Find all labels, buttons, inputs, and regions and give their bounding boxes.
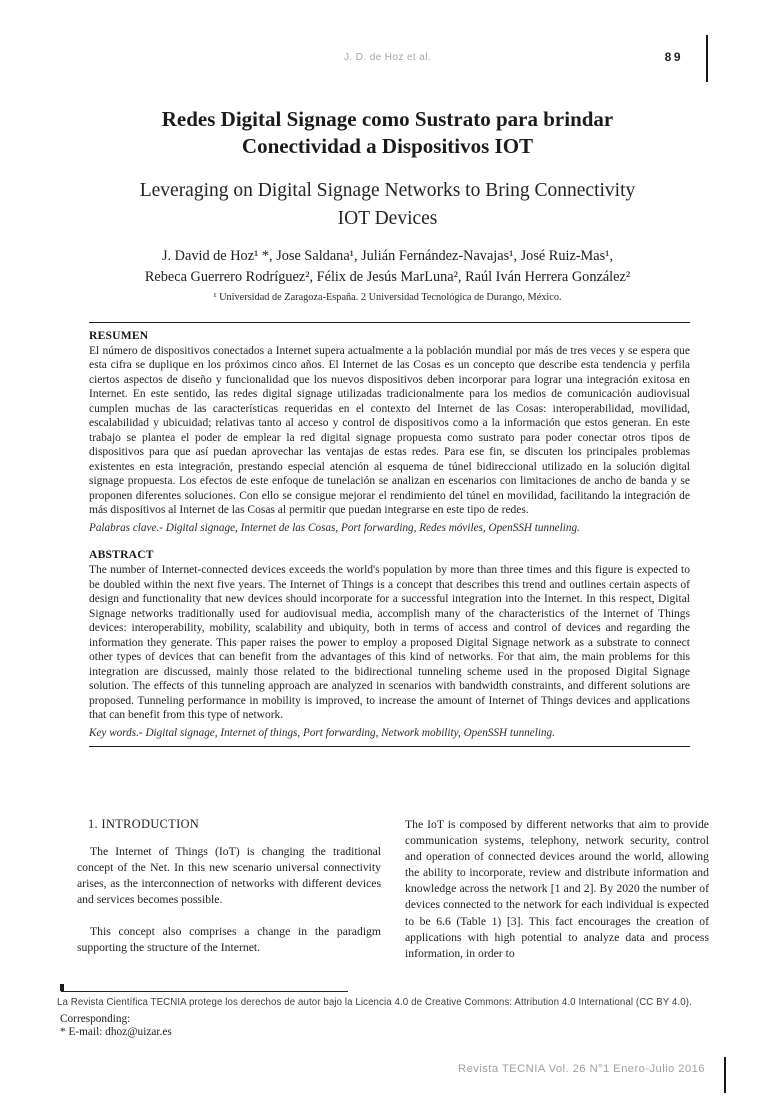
body-columns [77, 817, 709, 962]
intro-paragraph-2: This concept also comprises a change in the paradigm supporting the structure of the Internet. [77, 925, 381, 955]
corresponding-label: Corresponding: [60, 1013, 131, 1025]
resumen-keywords: Palabras clave.- Digital signage, Internet de las Cosas, Port forwarding, Redes móviles, OpenSSH tunneling. [89, 522, 580, 535]
title-spanish-line2: Conectividad a Dispositivos IOT [241, 133, 534, 158]
journal-footer: Revista TECNIA Vol. 26 N°1 Enero-Julio 2016 [458, 1063, 705, 1075]
footnote-rule [61, 991, 348, 992]
corresponding-email: * E-mail: dhoz@uizar.es [60, 1026, 172, 1038]
abstract-keywords: Key words.- Digital signage, Internet of things, Port forwarding, Network mobility, OpenSSH tunneling. [89, 727, 555, 740]
header-vertical-rule [706, 35, 708, 82]
authors-line2: Rebeca Guerrero Rodríguez², Félix de Jesús MarLuna², Raúl Iván Herrera González² [144, 268, 631, 285]
authors-line1: J. David de Hoz¹ *, Jose Saldana¹, Julián Fernández-Navajas¹, José Ruiz-Mas¹, [161, 248, 614, 264]
title-spanish [40, 106, 735, 159]
author-list [30, 246, 745, 287]
footnote-marker [60, 984, 64, 991]
section-heading-introduction: 1. INTRODUCTION [88, 817, 200, 831]
title-english-line1: Leveraging on Digital Signage Networks to Bring Connectivity [139, 180, 636, 201]
footer-vertical-rule [724, 1057, 726, 1093]
resumen-body: El número de dispositivos conectados a Internet supera actualmente a la población mundial por más de tres veces y se espera que esta cifra se duplique en los próximos cinco años. El Internet de las Cosas es un concepto que describe esta tendencia y perfila ciertos aspectos de diseño y funcionalidad que los nuevos dispositivos deben incorporar para lograr una integración exitosa en Internet. En este sentido, las redes digital signage utilizadas tradicionalmente para los medios de comunicación audiovisual cumplen muchas de las características requeridas en el contexto del Internet de las Cosas: interoperabilidad, movilidad, escalabilidad y ubicuidad; relativas tanto al acceso y control de dispositivos como a la información que estos generan. En este trabajo se plantea el poder de emplear la red digital signage propuesta como sustrato para poder conectar otros tipos de dispositivos para que así puedan aprovechar las ventajas de estas redes. Para ese fin, se discuten los principales problemas existentes en esta integración, prestando especial atención al esquema de túnel bidireccional utilizado en la solución digital signage propuesta. Los efectos de este enfoque de tunelación se analizan en escenarios con limitaciones de ancho de banda y se proponen diferentes soluciones. Con ello se consigue mejorar el rendimiento del túnel en movilidad, facilitando la integración de más dispositivos al Internet de las Cosas al permitir que puedan integrarse en este tipo de redes. [89, 345, 690, 516]
right-column [405, 817, 709, 962]
abstract-body: The number of Internet-connected devices exceeds the world's population by more than three times and this figure is expected to be doubled within the next five years. The Internet of Things is a concept that describes this trend and outlines certain aspects of design and functionality that new devices should incorporate for a successful integration into the Internet. In this respect, Digital Signage networks traditionally used for audiovisual media, accomplish many of the characteristics of the Internet of Things devices: interoperability, mobility, scalability and ubiquity, both in terms of access and control of devices and regarding the information they generate. This paper raises the power to employ a proposed Digital Signage network as a substrate to connect other types of devices that can benefit from the advantages of this kind of networks. For that aim, the main problems for this integration are discussed, mainly those related to the bidirectional tunneling scheme used in the proposed Digital Signage solution. The effects of this tunneling approach are analyzed in scenarios with bandwidth constraints, and different solutions are proposed. Tunneling performance in mobility is improved, to increase the amount of Internet of Things devices and applications that can benefit from this type of network. [89, 564, 690, 721]
left-column [77, 817, 381, 962]
running-head: J. D. de Hoz et al. [343, 52, 432, 63]
abstract-block [89, 322, 690, 747]
title-english [40, 177, 735, 232]
intro-paragraph-3: The IoT is composed by different networks that aim to provide communication systems, telephony, network security, control and operation of connected devices around the world, allowing the ability to incorporate, review and distribute information and knowledge across the network [1 and 2]. By 2020 the number of devices connected to the network for each individual is expected to be 6.6 (Table 1) [3]. This fact encourages the creation of applications with high potential to analyze data and process information, in order to [405, 818, 709, 960]
intro-paragraph-1: The Internet of Things (IoT) is changing the traditional concept of the Net. In this new scenario universal connectivity arises, as the interconnection of networks with different devices and services becomes possible. [77, 845, 381, 907]
abstract-heading: ABSTRACT [89, 548, 154, 562]
license-note: La Revista Científica TECNIA protege los derechos de autor bajo la Licencia 4.0 de Creative Commons: Attribution 4.0 International (CC BY 4.0). [57, 997, 692, 1008]
title-spanish-line1: Redes Digital Signage como Sustrato para brindar [161, 107, 614, 131]
abstract-bottom-rule [89, 746, 690, 747]
affiliation: ¹ Universidad de Zaragoza-España. 2 Universidad Tecnológica de Durango, México. [213, 292, 562, 303]
title-english-line2: IOT Devices [337, 207, 438, 229]
resumen-heading: RESUMEN [89, 329, 149, 342]
page-number: 89 [664, 50, 683, 64]
